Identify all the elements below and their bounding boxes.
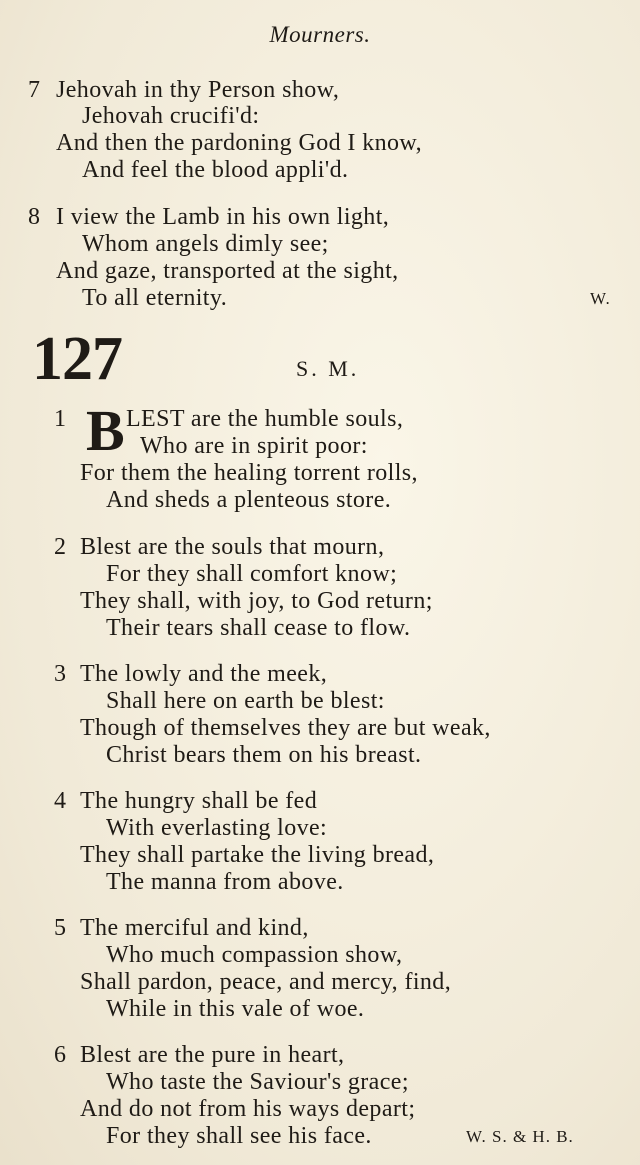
verse-line: Whom angels dimly see; <box>82 231 329 257</box>
verse-line: With everlasting love: <box>106 815 328 841</box>
verse-line: Who taste the Saviour's grace; <box>106 1069 409 1095</box>
verse-number: 1 <box>54 406 66 432</box>
verse-line: Though of themselves they are but weak, <box>80 715 491 741</box>
verse-line: Jehovah in thy Person show, <box>56 77 340 103</box>
verse-line: For them the healing torrent rolls, <box>80 460 418 486</box>
verse-number: 5 <box>54 915 66 941</box>
verse-line: Who are in spirit poor: <box>140 433 368 459</box>
hymn-number: 127 <box>32 325 122 393</box>
verse-line: And do not from his ways depart; <box>80 1096 416 1122</box>
verse-line: And then the pardoning God I know, <box>56 130 422 156</box>
verse-line: To all eternity. <box>82 285 228 311</box>
verse-number: 6 <box>54 1042 66 1068</box>
verse-line: Shall pardon, peace, and mercy, find, <box>80 969 452 995</box>
verse-line: Christ bears them on his breast. <box>106 742 422 768</box>
verse-number: 7 <box>28 77 40 103</box>
verse-line: And sheds a plenteous store. <box>106 487 392 513</box>
verse-line: They shall, with joy, to God return; <box>80 588 433 614</box>
verse-line: The hungry shall be fed <box>80 788 318 814</box>
verse-line: LEST are the humble souls, <box>126 406 404 432</box>
author-attribution: W. <box>590 289 611 308</box>
verse-line: They shall partake the living bread, <box>80 842 435 868</box>
verse-line: Shall here on earth be blest: <box>106 688 385 714</box>
verse-line: Their tears shall cease to flow. <box>106 615 411 641</box>
verse-number: 4 <box>54 788 66 814</box>
verse-number: 8 <box>28 204 40 230</box>
verse-line: The lowly and the meek, <box>80 661 328 687</box>
author-attribution: W. S. & H. B. <box>466 1127 574 1146</box>
verse-line: And feel the blood appli'd. <box>82 157 349 183</box>
verse-line: The manna from above. <box>106 869 344 895</box>
verse-line: The merciful and kind, <box>80 915 309 941</box>
verse-number: 2 <box>54 534 66 560</box>
verse-line: Who much compassion show, <box>106 942 403 968</box>
verse-line: And gaze, transported at the sight, <box>56 258 399 284</box>
page-header: Mourners. <box>269 22 371 47</box>
verse-line: For they shall see his face. <box>106 1123 372 1149</box>
hymn-meter: S. M. <box>296 356 360 381</box>
verse-line: Jehovah crucifi'd: <box>82 103 260 129</box>
drop-cap: B <box>86 398 125 463</box>
verse-line: While in this vale of woe. <box>106 996 365 1022</box>
verse-line: For they shall comfort know; <box>106 561 398 587</box>
verse-line: Blest are the souls that mourn, <box>80 534 385 560</box>
verse-line: Blest are the pure in heart, <box>80 1042 345 1068</box>
verse-number: 3 <box>54 661 66 687</box>
verse-line: I view the Lamb in his own light, <box>56 204 390 230</box>
